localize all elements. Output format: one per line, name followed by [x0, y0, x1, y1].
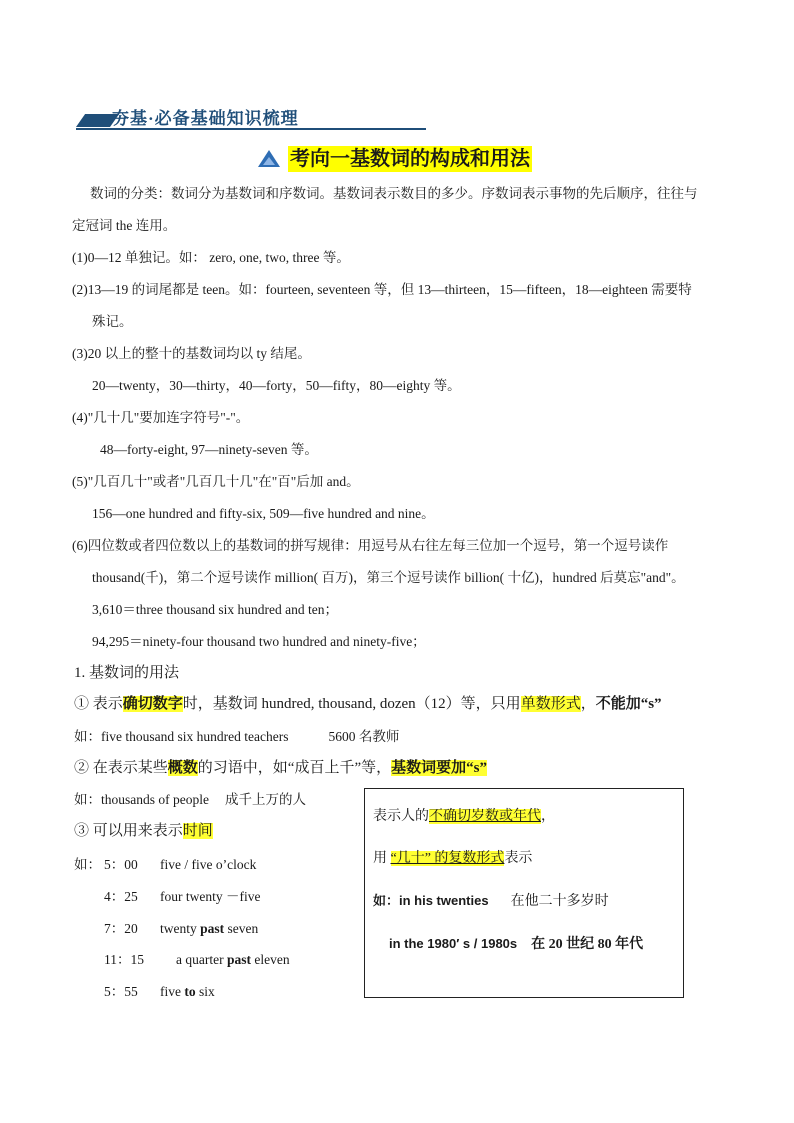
- time-example-row: [74, 950, 290, 970]
- header-underline: [76, 128, 426, 130]
- note-highlight-age: 不确切岁数或年代: [429, 809, 541, 824]
- rule-4-example: 48—forty-eight, 97—ninety-seven 等。: [100, 442, 318, 457]
- time-a: a quarter: [176, 952, 227, 967]
- rule-6-line-2: thousand(千)，第二个逗号读作 million( 百万)，第三个逗号读作 billion( 十亿)，hundred 后莫忘"and"。: [92, 570, 685, 585]
- usage-point-1: ① 表示确切数字时，基数词 hundred, thousand, dozen（12）等，只用单数形式，不能加“s”: [74, 696, 662, 712]
- note-line-2: 用 “几十” 的复数形式表示: [373, 851, 533, 866]
- time-bold: to: [184, 984, 196, 999]
- highlight-approx-number: 概数: [167, 760, 198, 776]
- triangle-inner-icon: [263, 157, 275, 165]
- rule-3-example: 20—twenty，30—thirty，40—forty，50—fifty，80—eighty 等。: [92, 378, 461, 393]
- time-example-row: [74, 919, 258, 939]
- time-a: four twenty －five: [160, 889, 261, 904]
- rule-2-line-1: (2)13—19 的词尾都是 teen。如：fourteen, seventeen 等，但 13—thirteen，15—fifteen，18—eighteen 需要特: [72, 282, 692, 297]
- section-title: 夯基·必备基础知识梳理: [112, 109, 299, 128]
- circled-number-2: ②: [74, 760, 90, 776]
- time-num: 11：15: [104, 952, 144, 967]
- time-example-row: [74, 887, 260, 907]
- usage-example-1: 如：five thousand six hundred teachers 5600 名教师: [74, 729, 400, 744]
- time-prefix: 如：: [74, 857, 101, 872]
- rule-2-line-2: 殊记。: [92, 314, 133, 329]
- rule-5: (5)"几百几十"或者"几百几十几"在"百"后加 and。: [72, 474, 360, 489]
- note-line-1: 表示人的不确切岁数或年代，: [373, 809, 555, 824]
- time-a: twenty: [160, 921, 201, 936]
- highlight-exact-number: 确切数字: [122, 696, 183, 712]
- note-highlight-plural: “几十” 的复数形式: [390, 851, 505, 866]
- time-num: 5：55: [104, 984, 138, 999]
- usage-point-3: ③ 可以用来表示时间: [74, 823, 213, 839]
- rule-4: (4)"几十几"要加连字符号"-"。: [72, 410, 250, 425]
- note-line-3: 如：in his twenties 在他二十多岁时: [373, 893, 609, 909]
- time-c: seven: [224, 921, 259, 936]
- time-num: 4：25: [104, 889, 138, 904]
- rule-6-example-1: 3,610＝three thousand six hundred and ten；: [92, 602, 338, 617]
- time-num: 7：20: [104, 921, 138, 936]
- section-header: [76, 104, 426, 130]
- time-bold: past: [200, 921, 225, 936]
- circled-number-1: ①: [74, 696, 90, 712]
- rule-6-line-1: (6)四位数或者四位数以上的基数词的拼写规律：用逗号从右往左每三位加一个逗号，第一个逗号读作: [72, 538, 669, 553]
- time-a: five / five o’clock: [160, 857, 257, 872]
- intro-line-1: 数词的分类：数词分为基数词和序数词。基数词表示数目的多少。序数词表示事物的先后顺序，往往与: [90, 186, 698, 201]
- highlight-add-s: 基数词要加“s”: [391, 760, 487, 776]
- highlight-singular-form: 单数形式: [520, 696, 581, 712]
- time-c: eleven: [250, 952, 290, 967]
- note-line-4: in the 1980′ s / 1980s 在 20 世纪 80 年代: [389, 936, 644, 952]
- usage-heading: 1. 基数词的用法: [74, 665, 180, 681]
- circled-number-3: ③: [74, 823, 90, 839]
- highlight-time: 时间: [182, 823, 213, 839]
- rule-5-example: 156—one hundred and fifty-six, 509—five hundred and nine。: [92, 506, 435, 521]
- time-example-row: [74, 982, 215, 1002]
- rule-1: (1)0—12 单独记。如： zero, one, two, three 等。: [72, 250, 350, 265]
- rule-6-example-2: 94,295＝ninety-four thousand two hundred and ninety-five；: [92, 634, 426, 649]
- usage-example-2: 如：thousands of people 成千上万的人: [74, 792, 306, 807]
- time-c: six: [195, 984, 215, 999]
- intro-line-2: 定冠词 the 连用。: [72, 218, 177, 233]
- note-box: [364, 788, 684, 998]
- subsection-title: 考向一基数词的构成和用法: [290, 148, 530, 170]
- time-bold: past: [226, 952, 251, 967]
- time-example-row: [74, 855, 256, 875]
- usage-point-2: ② 在表示某些概数的习语中，如“成百上千”等，基数词要加“s”: [74, 760, 487, 776]
- time-a: five: [160, 984, 185, 999]
- no-s-rule: 不能加“s”: [595, 696, 662, 712]
- rule-3: (3)20 以上的整十的基数词均以 ty 结尾。: [72, 346, 311, 361]
- time-num: 5：00: [104, 857, 138, 872]
